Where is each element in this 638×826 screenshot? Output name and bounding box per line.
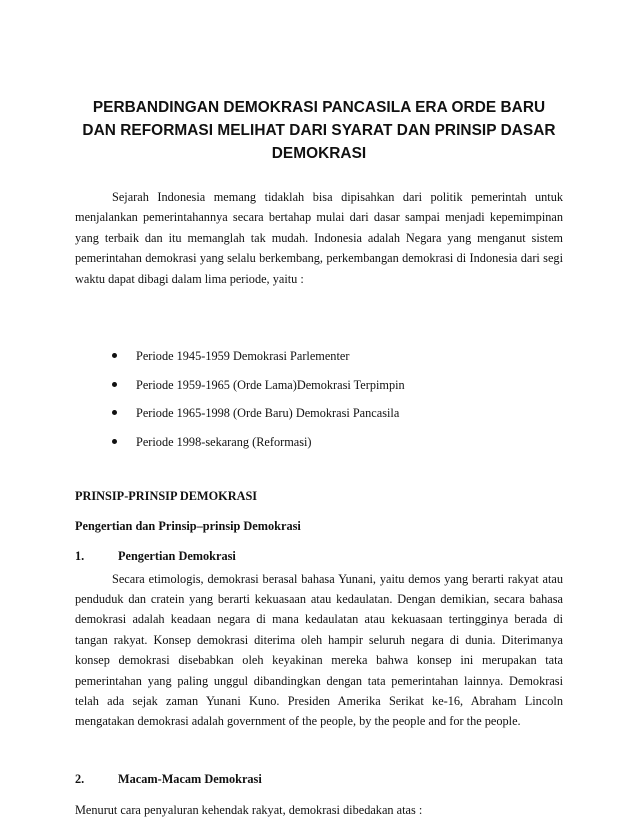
period-label: Periode 1945-1959 Demokrasi Parlementer [136,349,350,364]
section-heading: PRINSIP-PRINSIP DEMOKRASI [75,488,258,503]
title-line-3: DEMOKRASI [271,145,367,162]
title-line-1: PERBANDINGAN DEMOKRASI PANCASILA ERA ORDE BARU [92,99,546,116]
bullet-icon [112,382,117,387]
bullet-icon [112,353,117,358]
item-1-number: 1. [75,548,85,563]
item-1-title: Pengertian Demokrasi [118,548,236,563]
period-list [75,347,563,451]
list-item [75,376,563,394]
item-1-heading [75,547,563,565]
item-2-heading [75,770,563,788]
list-item [75,347,563,365]
list-item [75,433,563,451]
item-2-number: 2. [75,771,85,786]
item-2-title: Macam-Macam Demokrasi [118,771,262,786]
item-1-paragraph: Secara etimologis, demokrasi berasal bahasa Yunani, yaitu demos yang berarti rakyat atau penduduk dan cratein yang berarti kekuasaan atau kedaulatan. Dengan demikian, secara bahasa demokrasi adalah keadaan negara di mana kedaulatan atau kekuasaan tertingginya berada di tangan rakyat. Konsep demokrasi diterima oleh hampir seluruh negara di dunia. Diterimanya konsep demokrasi disebabkan oleh keyakinan mereka bahwa konsep ini merupakan tata pemerintahan yang paling unggul dibandingkan dengan tata pemerintahan lainnya. Demokrasi telah ada sejak zaman Yunani Kuno. Presiden Amerika Serikat ke-16, Abraham Lincoln mengatakan demokrasi adalah government of the people, by the people and for the people. [75,571,563,729]
intro-paragraph: Sejarah Indonesia memang tidaklah bisa dipisahkan dari politik pemerintah untuk menjalankan pemerintahannya secara bertahap mulai dari dasar sampai menjadi kepemimpinan yang terbaik dan itu memanglah tak mudah. Indonesia adalah Negara yang menganut sistem pemerintahan demokrasi yang selalu berkembang, perkembangan demokrasi di Indonesia dari segi waktu dapat dibagi dalam lima periode, yaitu : [75,190,563,286]
period-label: Periode 1959-1965 (Orde Lama)Demokrasi Terpimpin [136,377,405,392]
bullet-icon [112,410,117,415]
document-title [75,96,563,165]
period-label: Periode 1965-1998 (Orde Baru) Demokrasi Pancasila [136,406,400,421]
item-2-paragraph: Menurut cara penyaluran kehendak rakyat, demokrasi dibedakan atas : [75,802,423,817]
title-line-2: DAN REFORMASI MELIHAT DARI SYARAT DAN PRINSIP DASAR [82,122,556,139]
bullet-icon [112,439,117,444]
list-item [75,404,563,422]
period-label: Periode 1998-sekarang (Reformasi) [136,434,312,449]
subsection-heading: Pengertian dan Prinsip–prinsip Demokrasi [75,518,301,533]
